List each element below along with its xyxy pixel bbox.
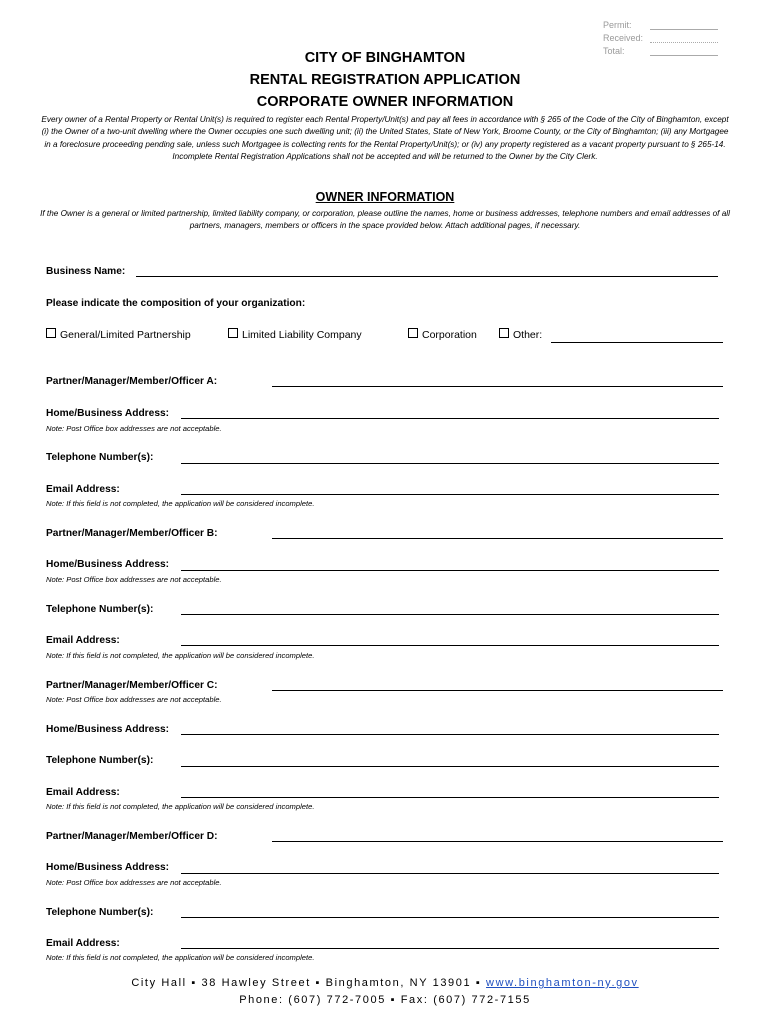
permit-field[interactable] [650,29,718,30]
owner-info-heading: OWNER INFORMATION [315,190,455,204]
officer-d-telephone-label: Telephone Number(s): [46,907,154,918]
officer-a-email-field[interactable] [181,494,719,495]
officer-b-email-field[interactable] [181,645,719,646]
officer-c-label: Partner/Manager/Member/Officer C: [46,680,218,691]
officer-b-field[interactable] [272,538,723,539]
checkbox-icon[interactable] [499,328,509,338]
officer-a-email-note: Note: If this field is not completed, the application will be considered incomplete. [46,499,315,508]
option-label: Other: [513,329,543,341]
business-name-field[interactable] [136,276,718,277]
officer-d-email-field[interactable] [181,948,719,949]
checkbox-icon[interactable] [408,328,418,338]
officer-b-label: Partner/Manager/Member/Officer B: [46,528,218,539]
officer-b-telephone-field[interactable] [181,614,719,615]
option-label: Limited Liability Company [242,329,362,341]
footer-phone-fax: Phone: (607) 772-7005 ▪ Fax: (607) 772-7155 [239,994,531,1006]
officer-c-email-field[interactable] [181,797,719,798]
officer-d-email-note: Note: If this field is not completed, the application will be considered incomplete. [46,953,315,962]
business-name-label: Business Name: [46,266,126,277]
intro-paragraph: Every owner of a Rental Property or Rental Unit(s) is required to register each Rental Property/Unit(s) and pay all fees in accordance with § 265 of the Code of the City of Binghamton, except (i) the Owner of a two-unit dwelling where the Owner occupies one such dwelling unit; (ii) the United States, State of New York, Broome County, or the City of Binghamton; (iii) any Mortgagee in a foreclosure proceeding pending sale, unless such Mortgagee is collecting rents for the Rental Property/Unit(s); or (iv) any property registered as a vacant property pursuant to § 265-14. Incomplete Rental Registration Applications shall not be accepted and will be returned to the Owner by the City Clerk. [41,115,729,161]
composition-label: Please indicate the composition of your organization: [46,298,306,309]
officer-a-email-label: Email Address: [46,484,120,495]
option-llc[interactable] [228,328,362,341]
officer-a-telephone-field[interactable] [181,463,719,464]
officer-a-label: Partner/Manager/Member/Officer A: [46,376,218,387]
officer-c-telephone-field[interactable] [181,766,719,767]
officer-d-label: Partner/Manager/Member/Officer D: [46,831,218,842]
officer-c-address-label: Home/Business Address: [46,724,170,735]
checkbox-icon[interactable] [228,328,238,338]
officer-b-email-note: Note: If this field is not completed, the application will be considered incomplete. [46,651,315,660]
officer-c-telephone-label: Telephone Number(s): [46,755,154,766]
option-other[interactable] [499,328,542,341]
footer-address: City Hall ▪ 38 Hawley Street ▪ Binghamton, NY 13901 ▪ [131,977,487,989]
website-link[interactable]: www.binghamton-ny.gov [486,977,639,989]
form-title: CORPORATE OWNER INFORMATION [256,94,514,110]
officer-d-telephone-field[interactable] [181,917,719,918]
officer-a-field[interactable] [272,386,723,387]
officer-d-field[interactable] [272,841,723,842]
other-field[interactable] [551,342,723,343]
received-field[interactable] [650,42,718,43]
officer-c-email-note: Note: If this field is not completed, the application will be considered incomplete. [46,802,315,811]
officer-c-email-label: Email Address: [46,787,120,798]
application-title: RENTAL REGISTRATION APPLICATION [249,72,521,88]
officer-d-address-field[interactable] [181,873,719,874]
officer-c-field[interactable] [272,690,723,691]
officer-a-address-label: Home/Business Address: [46,408,170,419]
officer-a-address-field[interactable] [181,418,719,419]
option-partnership[interactable] [46,328,191,341]
officer-b-email-label: Email Address: [46,635,120,646]
received-label: Received: [603,33,644,43]
officer-d-address-label: Home/Business Address: [46,862,170,873]
checkbox-icon[interactable] [46,328,56,338]
officer-b-address-label: Home/Business Address: [46,559,170,570]
officer-d-address-note: Note: Post Office box addresses are not acceptable. [46,878,222,887]
owner-info-description: If the Owner is a general or limited partnership, limited liability company, or corporation, please outline the names, home or business addresses, telephone numbers and email addresses of all partners, managers, members or officers in the space provided below. Attach additional pages, if necessary. [40,209,730,231]
footer-address-line [0,977,770,989]
officer-a-telephone-label: Telephone Number(s): [46,452,154,463]
officer-a-address-note: Note: Post Office box addresses are not acceptable. [46,424,222,433]
officer-b-address-note: Note: Post Office box addresses are not acceptable. [46,575,222,584]
officer-b-telephone-label: Telephone Number(s): [46,604,154,615]
option-label: Corporation [422,329,477,341]
total-label: Total: [603,46,625,56]
officer-b-address-field[interactable] [181,570,719,571]
permit-label: Permit: [603,20,632,30]
city-title: CITY OF BINGHAMTON [304,50,466,66]
officer-c-address-field[interactable] [181,734,719,735]
option-label: General/Limited Partnership [60,329,191,341]
officer-d-email-label: Email Address: [46,938,120,949]
officer-c-note: Note: Post Office box addresses are not acceptable. [46,695,222,704]
option-corporation[interactable] [408,328,477,341]
